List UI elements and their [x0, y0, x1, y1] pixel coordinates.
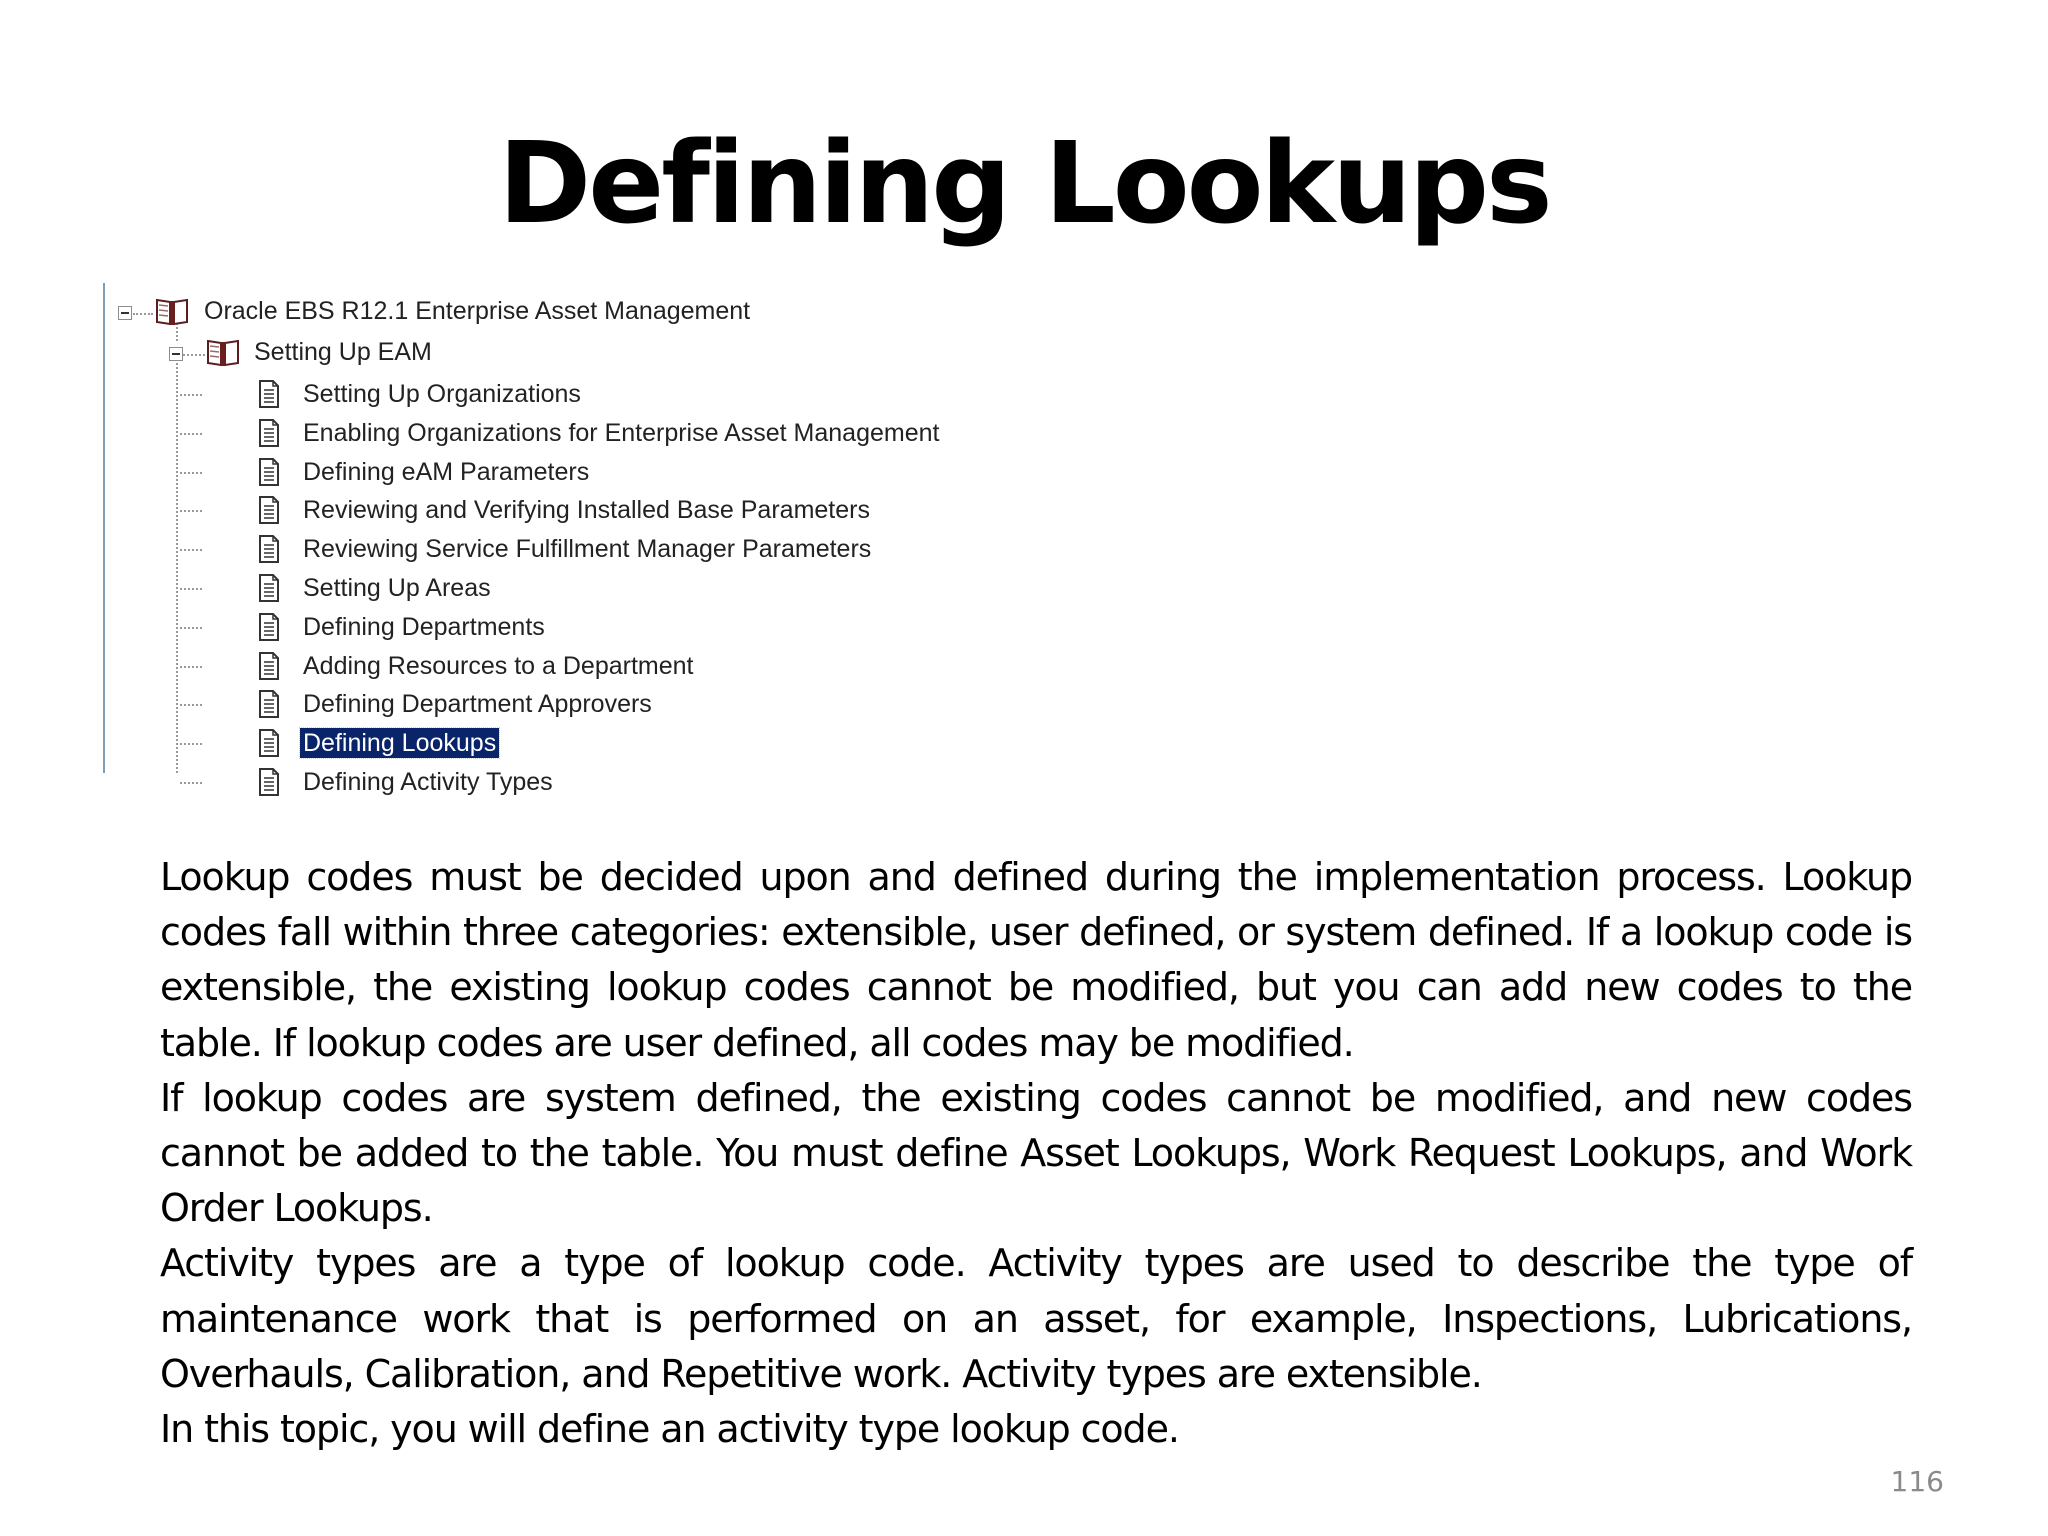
tree-connector — [180, 510, 202, 512]
document-icon — [258, 534, 280, 564]
tree-connector — [180, 588, 202, 590]
document-icon — [258, 612, 280, 642]
document-icon — [258, 379, 280, 409]
topic-tree — [103, 283, 1043, 796]
document-icon — [258, 689, 280, 719]
paragraph: Lookup codes must be decided upon and defined during the implementation process. Lookup codes fall within three categories: extensible, user defined, or system defined. If a lookup code is extensible, the existing lookup codes cannot be modified, but you can add new codes to the table. If lookup codes are user defined, all codes may be modified. — [160, 855, 1912, 1065]
document-icon — [258, 573, 280, 603]
tree-connector — [133, 313, 153, 315]
tree-connector — [180, 666, 202, 668]
paragraph: Activity types are a type of lookup code. Activity types are used to describe the type of maintenance work that is performed on an asset, for example, Inspections, Lubrications, Overhauls, Calibration, and Repetitive work. Activity types are extensible. — [160, 1241, 1912, 1396]
tree-connector — [183, 354, 205, 356]
document-icon — [258, 728, 280, 758]
tree-root-label[interactable]: Oracle EBS R12.1 Enterprise Asset Management — [204, 297, 751, 325]
tree-child-label[interactable]: Setting Up EAM — [254, 338, 432, 366]
document-icon — [258, 651, 280, 681]
document-icon — [258, 495, 280, 525]
tree-item-label-selected[interactable]: Defining Lookups — [300, 728, 499, 758]
tree-item-label[interactable]: Defining Department Approvers — [303, 690, 652, 718]
tree-item-label[interactable]: Setting Up Organizations — [303, 380, 581, 408]
tree-item-label[interactable]: Enabling Organizations for Enterprise Asset Management — [303, 419, 940, 447]
body-text — [160, 850, 1912, 1457]
tree-item-label[interactable]: Setting Up Areas — [303, 574, 491, 602]
tree-item-label[interactable]: Adding Resources to a Department — [303, 652, 694, 680]
tree-connector — [180, 472, 202, 474]
tree-item-label[interactable]: Defining Departments — [303, 613, 545, 641]
tree-item-label[interactable]: Defining Activity Types — [303, 768, 553, 796]
tree-connector — [176, 355, 178, 773]
tree-connector — [180, 782, 202, 784]
tree-connector — [180, 433, 202, 435]
document-icon — [258, 767, 280, 797]
tree-connector — [180, 743, 202, 745]
book-icon — [155, 296, 189, 326]
paragraph: If lookup codes are system defined, the existing codes cannot be modified, and new codes cannot be added to the table. You must define Asset Lookups, Work Request Lookups, and Work Order Lookups. — [160, 1075, 1912, 1231]
document-icon — [258, 418, 280, 448]
paragraph: In this topic, you will define an activity type lookup code. — [160, 1407, 1179, 1452]
book-icon — [206, 337, 240, 367]
tree-item-label[interactable]: Reviewing and Verifying Installed Base Parameters — [303, 496, 870, 524]
tree-connector — [180, 394, 202, 396]
child-collapse-toggle[interactable] — [169, 347, 183, 361]
tree-item-label[interactable]: Reviewing Service Fulfillment Manager Parameters — [303, 535, 872, 563]
tree-connector — [180, 627, 202, 629]
tree-item-label[interactable]: Defining eAM Parameters — [303, 458, 590, 486]
page-number: 116 — [1890, 1465, 1944, 1498]
tree-connector — [180, 549, 202, 551]
tree-panel-border — [103, 283, 105, 773]
tree-connector — [180, 704, 202, 706]
document-icon — [258, 457, 280, 487]
slide-title: Defining Lookups — [498, 119, 1550, 249]
root-collapse-toggle[interactable] — [118, 306, 132, 320]
